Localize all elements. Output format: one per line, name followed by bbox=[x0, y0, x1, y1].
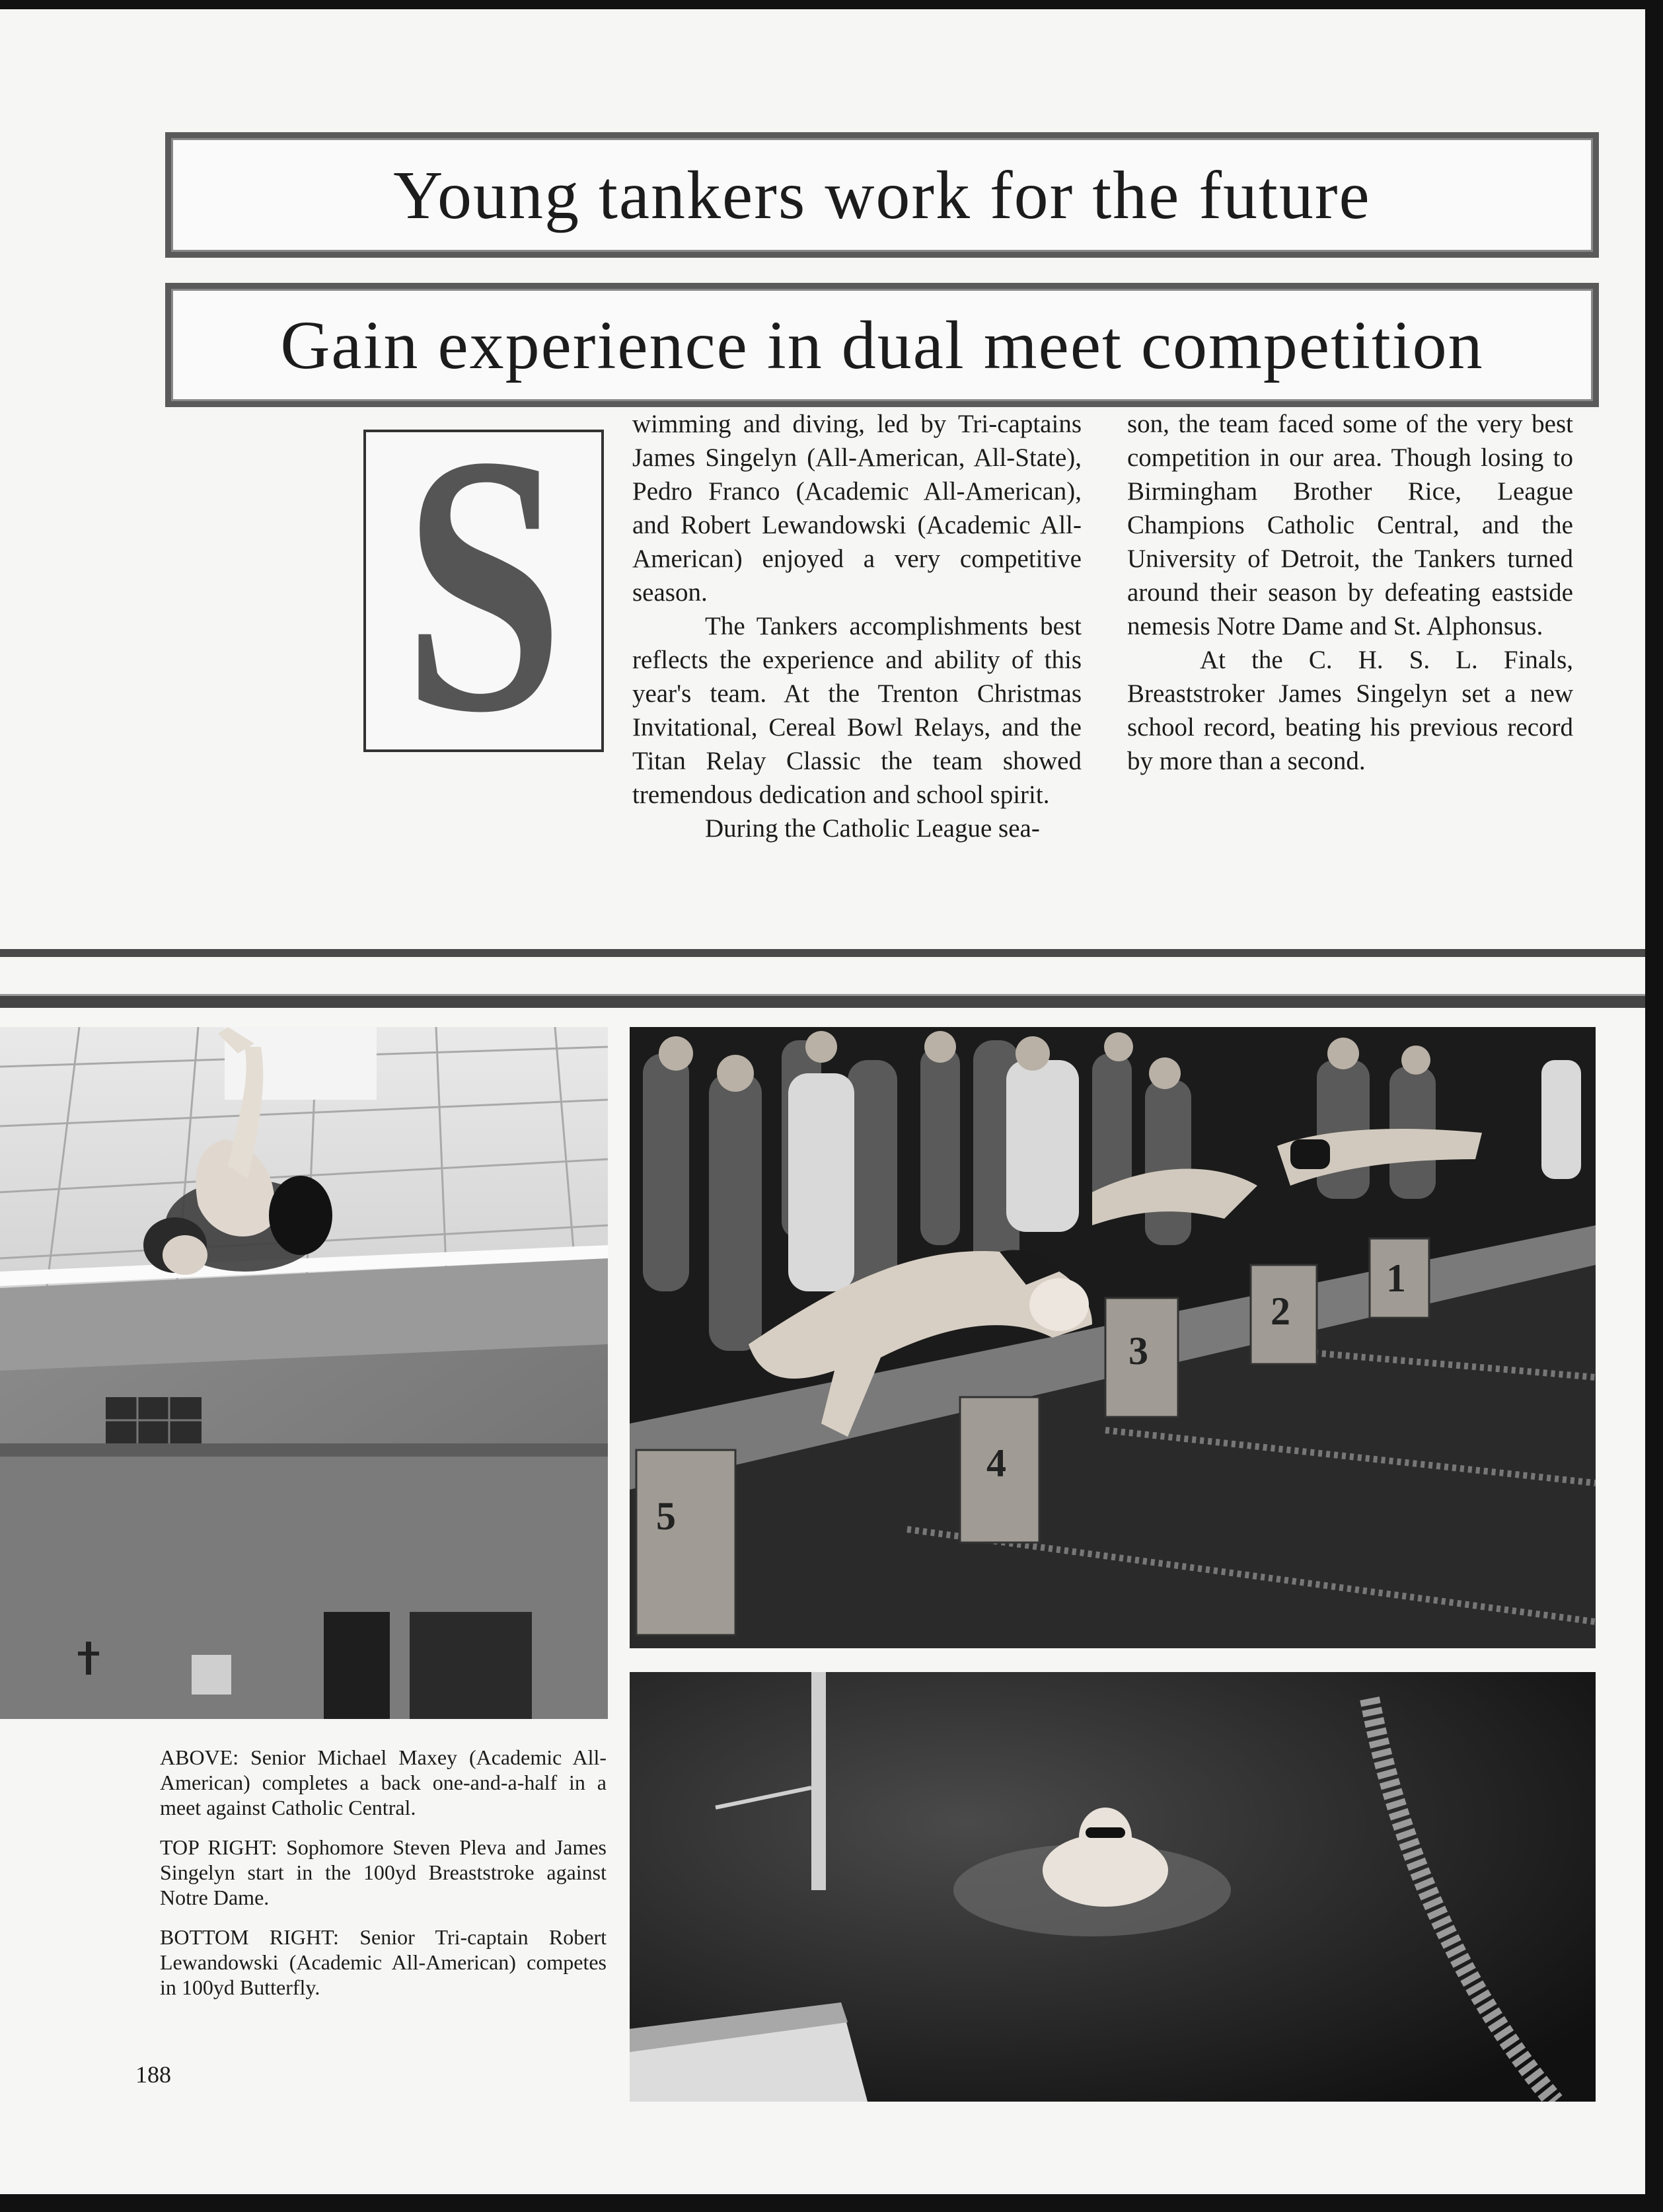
drop-cap-letter: S bbox=[403, 430, 564, 752]
subheadline-box bbox=[165, 283, 1599, 407]
block-number: 3 bbox=[1128, 1329, 1148, 1373]
block-number: 2 bbox=[1271, 1289, 1290, 1333]
article-column-1 bbox=[632, 407, 1082, 845]
diver-photo bbox=[0, 1027, 608, 1719]
divider-rule bbox=[0, 949, 1645, 957]
butterfly-graphic bbox=[630, 1672, 1596, 2102]
butterfly-photo bbox=[630, 1672, 1596, 2102]
article-paragraph: son, the team faced some of the very best competition in our area. Though losing to Birmingham Brother Rice, League Champions Catholic Central, and the University of Detroit, the Tankers turned around their season by defeating eastside nemesis Notre Dame and St. Alphonsus. bbox=[1127, 410, 1573, 640]
right-border bbox=[1645, 0, 1663, 2212]
block-number: 5 bbox=[656, 1494, 676, 1538]
photo-captions bbox=[160, 1745, 607, 2014]
article-paragraph: wimming and diving, led by Tri-captains James Singelyn (All-American, All-State), Pedro Franco (Academic All-American), and Robert Lewandowski (Academic All-American) enjoyed a very competitive season. bbox=[632, 410, 1082, 607]
article-paragraph: At the C. H. S. L. Finals, Breaststroker James Singelyn set a new school record, beating his previous record by more than a second. bbox=[1127, 646, 1573, 775]
race-start-photo bbox=[630, 1027, 1596, 1648]
headline: Young tankers work for the future bbox=[393, 157, 1371, 233]
block-number: 1 bbox=[1386, 1256, 1406, 1300]
article-column-2 bbox=[1127, 407, 1573, 778]
divider-rule bbox=[0, 994, 1645, 1008]
bottom-border bbox=[0, 2194, 1663, 2212]
article-paragraph: During the Catholic League sea- bbox=[705, 814, 1040, 843]
drop-cap-box bbox=[363, 430, 604, 752]
block-number: 4 bbox=[986, 1441, 1006, 1485]
top-border bbox=[0, 0, 1663, 9]
caption-top-right: TOP RIGHT: Sophomore Steven Pleva and James Singelyn start in the 100yd Breaststroke against Notre Dame. bbox=[160, 1835, 607, 1909]
headline-box bbox=[165, 132, 1599, 258]
article-paragraph: The Tankers accomplishments best reflects the experience and ability of this year's team. At the Trenton Christmas Invitational, Cereal Bowl Relays, and the Titan Relay Classic the team showed tremendous dedication and school spirit. bbox=[632, 612, 1082, 809]
caption-above: ABOVE: Senior Michael Maxey (Academic All-American) completes a back one-and-a-half in a meet against Catholic Central. bbox=[160, 1745, 607, 1819]
caption-bottom-right: BOTTOM RIGHT: Senior Tri-captain Robert Lewandowski (Academic All-American) competes in 100yd Butterfly. bbox=[160, 1925, 607, 1999]
race-start-graphic bbox=[630, 1027, 1596, 1648]
subheadline: Gain experience in dual meet competition bbox=[280, 307, 1484, 383]
page-number: 188 bbox=[135, 2061, 171, 2088]
diver-photo-graphic bbox=[0, 1027, 608, 1719]
